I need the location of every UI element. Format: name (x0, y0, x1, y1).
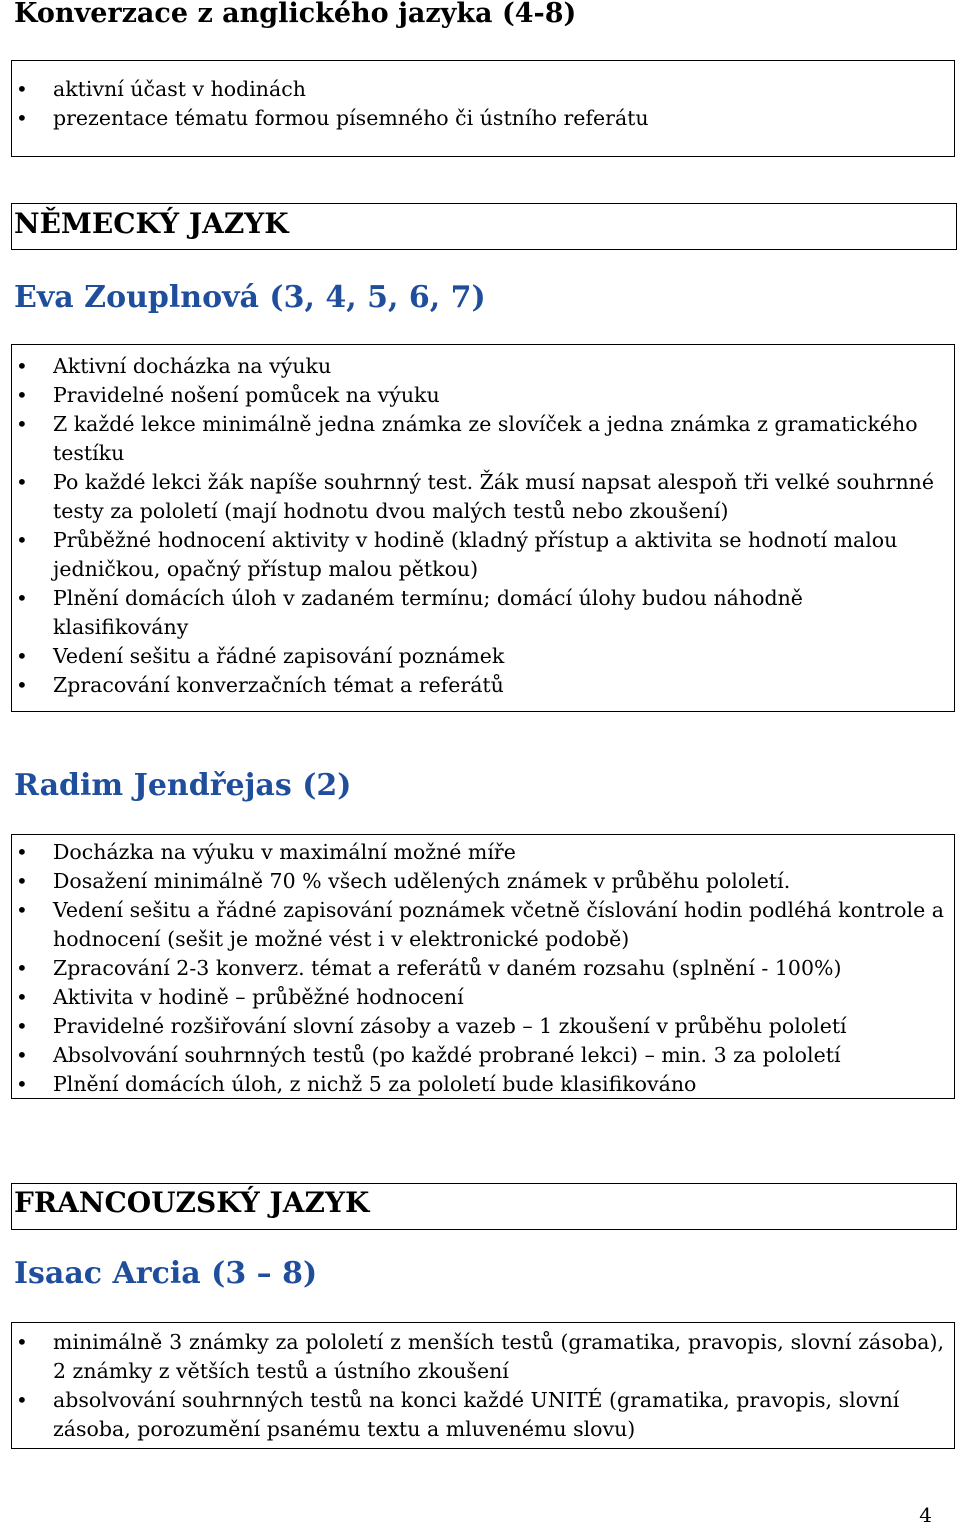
list-item: • Plnění domácích úloh v zadaném termínu; domácí úlohy budou náhodně klasifikovány (16, 586, 803, 639)
list-item: • Z každé lekce minimálně jedna známka ze slovíček a jedna známka z gramatického testíku (16, 412, 918, 465)
bullet-icon: • (16, 869, 28, 893)
section-title-english-conversation: Konverzace z anglického jazyka (4-8) (14, 0, 577, 29)
list-item: • absolvování souhrnných testů na konci každé UNITÉ (gramatika, pravopis, slovní zásoba, porozumění psanému textu a mluvenému slovu) (16, 1388, 900, 1441)
list-item: • aktivní účast v hodinách (12, 75, 954, 104)
bullet-icon: • (16, 77, 28, 101)
teacher-name-jendrejas: Radim Jendřejas (2) (14, 768, 352, 803)
bullet-icon: • (16, 673, 28, 697)
list-item: • Zpracování konverzačních témat a referátů (12, 671, 954, 700)
list-item: • Docházka na výuku v maximální možné míře (12, 838, 954, 867)
bullet-icon: • (16, 1330, 28, 1354)
teacher-name-zouplnova: Eva Zouplnová (3, 4, 5, 6, 7) (14, 280, 486, 315)
page-number: 4 (919, 1503, 932, 1527)
list-item: • Aktivní docházka na výuku (12, 352, 954, 381)
bullet-icon: • (16, 383, 28, 407)
list-item: • minimálně 3 známky za pololetí z menších testů (gramatika, pravopis, slovní zásoba), 2 známky z větších testů a ústního zkoušení (16, 1330, 944, 1383)
zouplnova-requirements-list (12, 352, 954, 700)
jendrejas-requirements-list (12, 838, 954, 1099)
bullet-icon: • (16, 840, 28, 864)
bullet-icon: • (16, 1072, 28, 1096)
jendrejas-requirements-box (11, 834, 955, 1099)
english-conversation-box (11, 60, 955, 157)
list-item: • Pravidelné rozšiřování slovní zásoby a vazeb – 1 zkoušení v průběhu pololetí (12, 1012, 954, 1041)
list-item: • Vedení sešitu a řádné zapisování poznámek (12, 642, 954, 671)
teacher-name-arcia: Isaac Arcia (3 – 8) (14, 1256, 318, 1291)
bullet-icon: • (16, 412, 28, 436)
zouplnova-requirements-box (11, 344, 955, 712)
language-title-french: FRANCOUZSKÝ JAZYK (14, 1186, 370, 1219)
language-title-german: NĚMECKÝ JAZYK (14, 207, 289, 240)
bullet-icon: • (16, 985, 28, 1009)
list-item: • Průběžné hodnocení aktivity v hodině (kladný přístup a aktivita se hodnotí malou jedničkou, opačný přístup malou pětkou) (16, 528, 898, 581)
bullet-icon: • (16, 1014, 28, 1038)
list-item: • Dosažení minimálně 70 % všech udělených známek v průběhu pololetí. (12, 867, 954, 896)
list-item: • Po každé lekci žák napíše souhrnný test. Žák musí napsat alespoň tři velké souhrnné testy za pololetí (mají hodnotu dvou malých testů nebo zkoušení) (16, 470, 935, 523)
list-item: • Aktivita v hodině – průběžné hodnocení (12, 983, 954, 1012)
bullet-icon: • (16, 528, 28, 552)
list-item: • Zpracování 2-3 konverz. témat a referátů v daném rozsahu (splnění - 100%) (12, 954, 954, 983)
bullet-icon: • (16, 644, 28, 668)
list-item: • Pravidelné nošení pomůcek na výuku (12, 381, 954, 410)
bullet-icon: • (16, 1388, 28, 1412)
bullet-icon: • (16, 586, 28, 610)
bullet-icon: • (16, 470, 28, 494)
bullet-icon: • (16, 1043, 28, 1067)
list-item: • prezentace tématu formou písemného či ústního referátu (12, 104, 954, 133)
list-item: • Plnění domácích úloh, z nichž 5 za pololetí bude klasifikováno (12, 1070, 954, 1099)
list-item: • Vedení sešitu a řádné zapisování poznámek včetně číslování hodin podléhá kontrole a hodnocení (sešit je možné vést i v elektronické podobě) (16, 898, 944, 951)
bullet-icon: • (16, 106, 28, 130)
arcia-requirements-box (11, 1322, 955, 1449)
bullet-icon: • (16, 354, 28, 378)
arcia-requirements-list (12, 1328, 954, 1444)
bullet-icon: • (16, 898, 28, 922)
list-item: • Absolvování souhrnných testů (po každé probrané lekci) – min. 3 za pololetí (12, 1041, 954, 1070)
english-conversation-list (12, 75, 954, 133)
bullet-icon: • (16, 956, 28, 980)
